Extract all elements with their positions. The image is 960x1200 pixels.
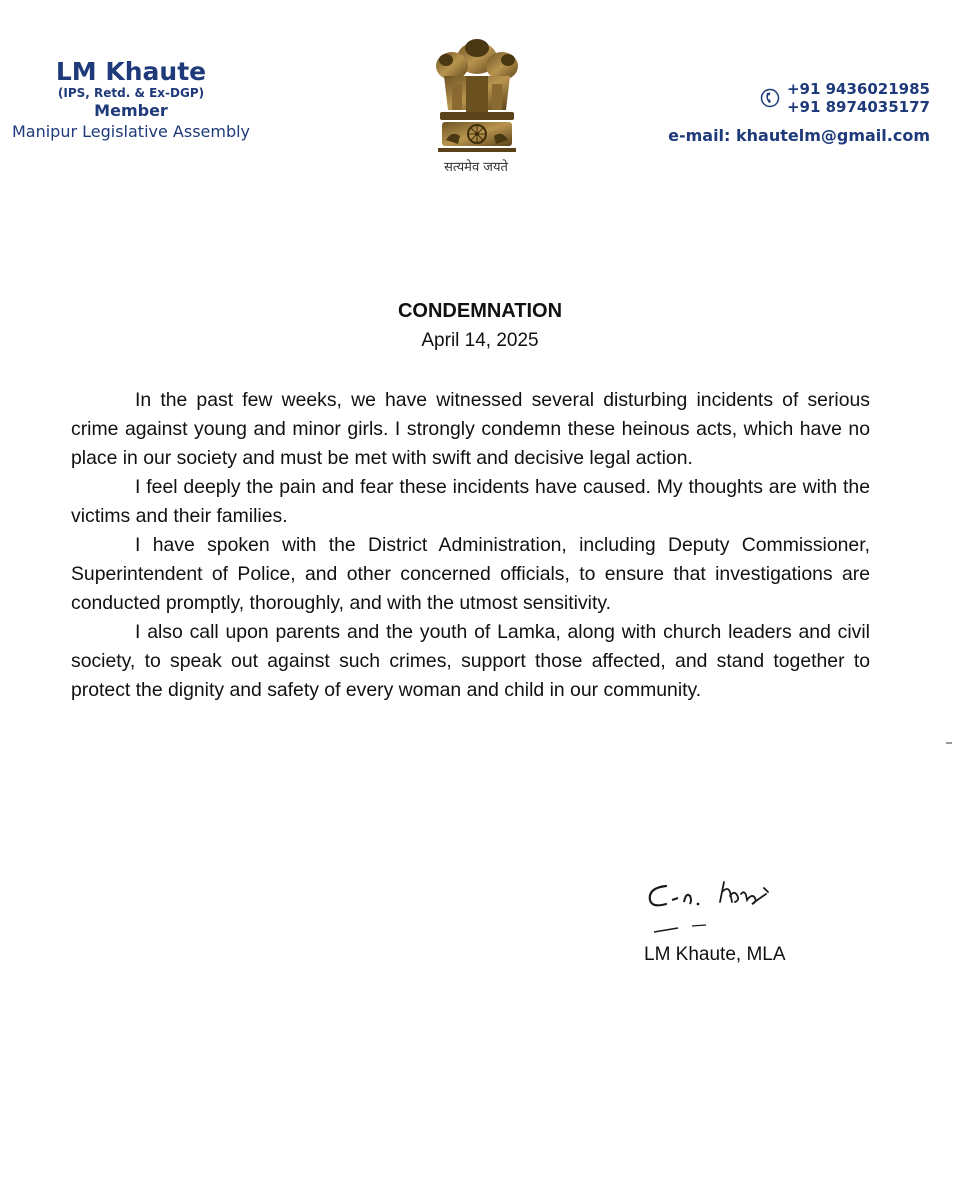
handwritten-signature <box>636 872 816 944</box>
letterhead-sender-block <box>0 58 262 142</box>
document-title: CONDEMNATION <box>397 300 563 322</box>
email-address[interactable]: e-mail: khautelm@gmail.com <box>668 126 930 145</box>
telephone-icon <box>759 87 781 109</box>
emblem-motto: सत्यमेव जयते <box>444 160 508 175</box>
signatory-name: LM Khaute, MLA <box>644 944 786 965</box>
phone-number-1[interactable]: +91 9436021985 <box>786 80 930 98</box>
body-paragraph: I have spoken with the District Administration, including Deputy Commissioner, Superintendent of Police, and other concerned officials, to ensure that investigations are conducted promptly, thoroughly, and with the utmost sensitivity. <box>71 534 870 614</box>
phone-row <box>668 80 930 116</box>
body-paragraph: In the past few weeks, we have witnessed several disturbing incidents of serious crime against young and minor girls. I strongly condemn these heinous acts, which have no place in our society and must be met with swift and decisive legal action. <box>71 389 870 469</box>
letter-body <box>71 386 870 705</box>
phone-number-2[interactable]: +91 8974035177 <box>786 98 930 116</box>
sender-name: LM Khaute <box>55 57 207 86</box>
body-paragraph: I feel deeply the pain and fear these incidents have caused. My thoughts are with the victims and their families. <box>71 476 870 527</box>
letterhead-contact-block <box>668 80 930 146</box>
scan-mark <box>946 742 952 744</box>
sender-credentials: (IPS, Retd. & Ex-DGP) <box>57 86 205 100</box>
body-paragraph: I also call upon parents and the youth of Lamka, along with church leaders and civil society, to speak out against such crimes, support those affected, and stand together to protect the dignity and safety of every woman and child in our community. <box>71 621 870 701</box>
sender-position: Member <box>94 101 168 120</box>
sender-assembly: Manipur Legislative Assembly <box>11 122 251 141</box>
document-date: April 14, 2025 <box>421 330 539 351</box>
